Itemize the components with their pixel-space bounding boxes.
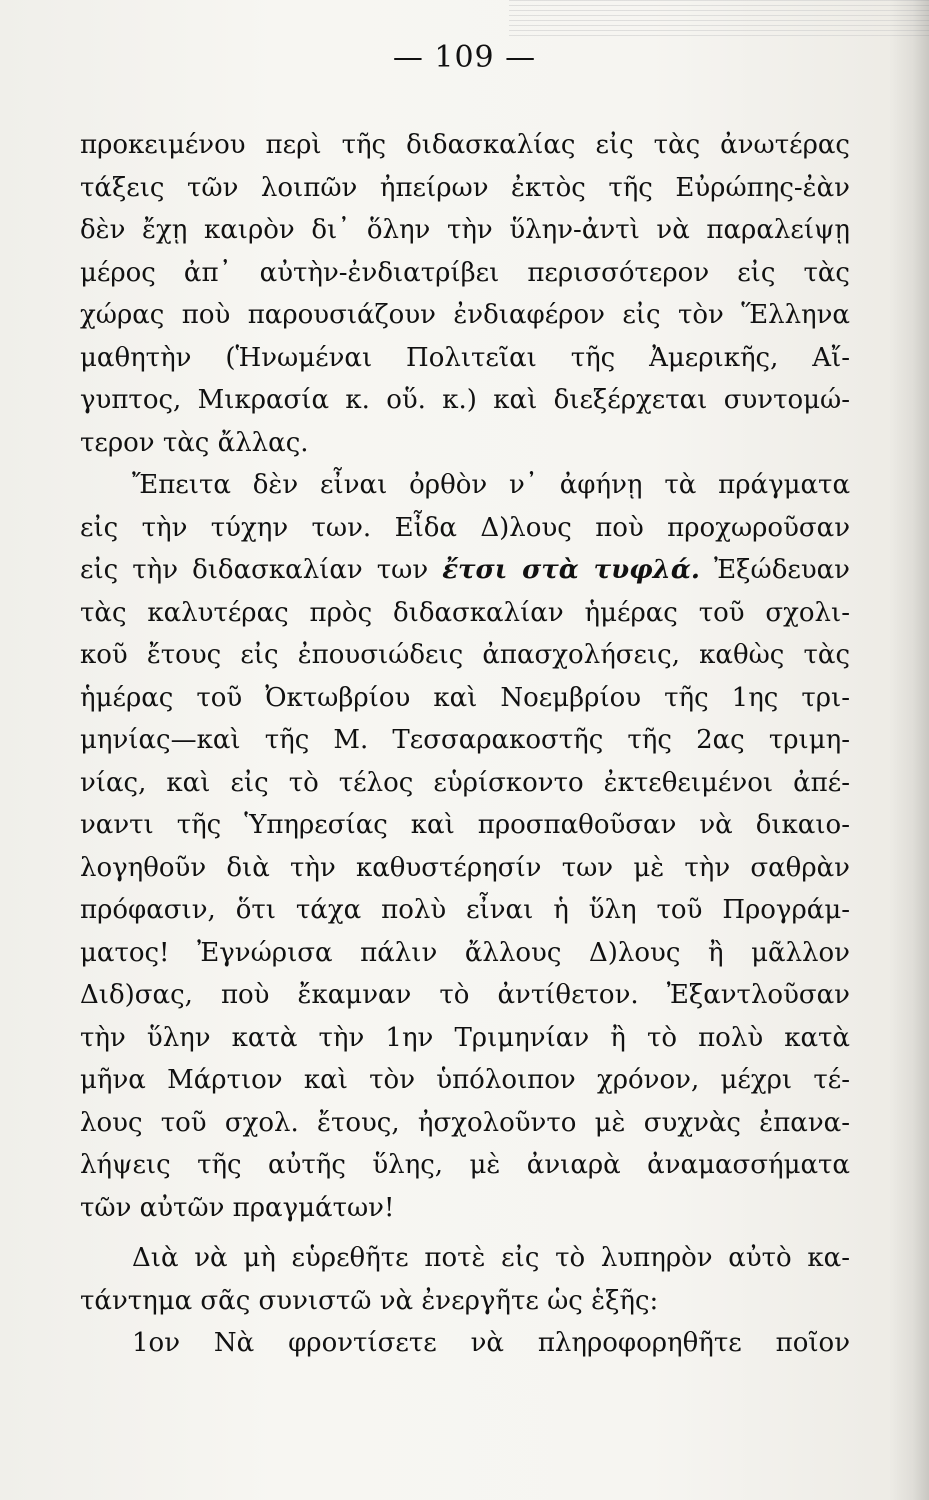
text-line: τὰς καλυτέρας πρὸς διδασκαλίαν ἡμέρας τοῦ σχολι- [80, 597, 850, 628]
text-line: γυπτος, Μικρασία κ. οὕ. κ.) καὶ διεξέρχεται συντομώ- [80, 385, 850, 415]
scan-artifact-stripes [509, 0, 929, 36]
text-line: χώρας ποὺ παρουσιάζουν ἐνδιαφέρον εἰς τὸν Ἕλληνα [80, 300, 850, 330]
text-line: 1ον Νὰ φροντίσετε νὰ πληροφορηθῆτε ποῖον [132, 1328, 850, 1358]
text-line: ματος! Ἐγνώρισα πάλιν ἄλλους Δ)λους ἢ μᾶλλον [80, 937, 850, 968]
text-line: προκειμένου περὶ τῆς διδασκαλίας εἰς τὰς ἀνωτέρας [80, 130, 850, 160]
text-line: μαθητὴν (Ἡνωμέναι Πολιτεῖαι τῆς Ἀμερικῆς, Αἴ- [80, 342, 850, 373]
text-segment: Ἐξώδευαν [699, 555, 850, 585]
paragraph-gap [80, 1229, 850, 1237]
text-line: τάντημα σᾶς συνιστῶ νὰ ἐνεργῆτε ὡς ἑξῆς: [80, 1285, 659, 1316]
text-line: δὲν ἔχῃ καιρὸν δι᾽ ὅλην τὴν ὕλην-ἀντὶ νὰ παραλείψῃ [80, 215, 850, 245]
text-line: λους τοῦ σχολ. ἔτους, ἠσχολοῦντο μὲ συχνὰς ἐπανα- [80, 1107, 850, 1138]
text-line: ναντι τῆς Ὑπηρεσίας καὶ προσπαθοῦσαν νὰ δικαιο- [80, 810, 850, 840]
page-number: — 109 — [392, 40, 537, 75]
text-line: νίας, καὶ εἰς τὸ τέλος εὑρίσκοντο ἐκτεθειμένοι ἀπέ- [80, 767, 850, 798]
text-line: Ἔπειτα δὲν εἶναι ὀρθὸν ν᾽ ἀφήνῃ τὰ πράγματα [132, 470, 850, 500]
text-line: εἰς τὴν τύχην των. Εἶδα Δ)λους ποὺ προχωροῦσαν [80, 512, 850, 543]
text-line: μῆνα Μάρτιον καὶ τὸν ὑπόλοιπον χρόνον, μέχρι τέ- [80, 1065, 850, 1095]
text-line: Διδ)σας, ποὺ ἔκαμναν τὸ ἀντίθετον. Ἐξαντλοῦσαν [80, 980, 850, 1010]
text-line: τῶν αὐτῶν πραγμάτων! [80, 1192, 395, 1223]
text-line: λογηθοῦν διὰ τὴν καθυστέρησίν των μὲ τὴν σαθρὰν [80, 852, 850, 883]
text-line: μέρος ἀπ᾽ αὐτὴν-ἐνδιατρίβει περισσότερον εἰς τὰς [80, 257, 850, 288]
text-line-mixed [80, 549, 850, 592]
emphasized-phrase: ἔτσι στὰ τυφλά. [442, 555, 700, 585]
text-line: λήψεις τῆς αὐτῆς ὕλης, μὲ ἀνιαρὰ ἀναμασσήματα [80, 1150, 850, 1180]
text-line: τάξεις τῶν λοιπῶν ἠπείρων ἐκτὸς τῆς Εὐρώπης-ἐὰν [80, 172, 850, 203]
text-line: τερον τὰς ἄλλας. [80, 427, 309, 458]
text-line: Διὰ νὰ μὴ εὑρεθῆτε ποτὲ εἰς τὸ λυπηρὸν αὐτὸ κα- [132, 1243, 850, 1273]
text-line: μηνίας—καὶ τῆς Μ. Τεσσαρακοστῆς τῆς 2ας τριμη- [80, 725, 850, 755]
text-line: κοῦ ἔτους εἰς ἐπουσιώδεις ἀπασχολήσεις, καθὼς τὰς [80, 640, 850, 670]
text-line: τὴν ὕλην κατὰ τὴν 1ην Τριμηνίαν ἢ τὸ πολὺ κατὰ [80, 1022, 850, 1053]
page-edge-shadow [889, 0, 929, 1500]
text-segment: εἰς τὴν διδασκαλίαν των [80, 555, 443, 585]
body-text [80, 124, 850, 1365]
text-line: ἡμέρας τοῦ Ὀκτωβρίου καὶ Νοεμβρίου τῆς 1ης τρι- [80, 682, 850, 713]
text-line: πρόφασιν, ὅτι τάχα πολὺ εἶναι ἡ ὕλη τοῦ Προγράμ- [80, 895, 850, 925]
